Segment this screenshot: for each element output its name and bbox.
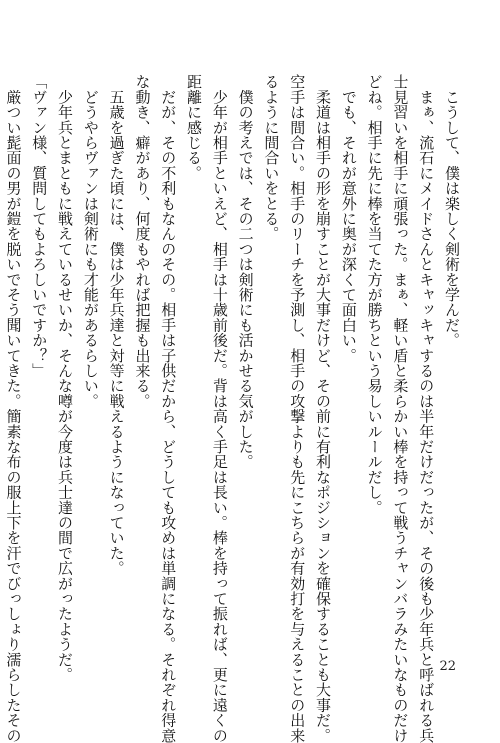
text-line: 五歳を過ぎた頃には、僕は少年兵達と対等に戦えるようになっていた。	[107, 74, 126, 576]
text-line: 少年兵とまともに戦えているせいか、そんな噂が今度は兵士達の間で広がったようだ。	[56, 74, 75, 682]
text-line: でも、それが意外に奥が深くて面白い。	[339, 74, 358, 363]
text-line: まぁ、流石にメイドさんとキャッキャするのは半年だけだったが、その後も少年兵と呼ばれる兵	[417, 74, 436, 743]
text-line: 距離に感じる。	[185, 74, 204, 181]
text-line: 僕の考えでは、その二つは剣術にも活かせる気がした。	[236, 74, 255, 470]
text-line: だが、その不利もなんのその。相手は子供だから、どうしても攻めは単調になる。それぞれ得意	[159, 74, 178, 743]
page-number: 22	[439, 659, 456, 674]
text-line: 少年が相手といえど、相手は十歳前後だ。背は高く手足は長い。棒を持って振れば、更に遠くの	[210, 74, 229, 743]
text-line: 士見習いを相手に頑張った。まぁ、軽い盾と柔らかい棒を持って戦うチャンバラみたいなものだけ	[391, 74, 410, 743]
text-line: るように間合いをとる。	[262, 74, 281, 242]
text-line: どね。相手に先に棒を当てた方が勝ちという易しいルールだし。	[365, 74, 384, 515]
text-line: 空手は間合い。相手のリーチを予測し、相手の攻撃よりも先にこちらが有効打を与えることの出来	[288, 74, 307, 743]
text-line: 厳つい髭面の男が鎧を脱いでそう聞いてきた。簡素な布の服上下を汗でびっしょり濡らしたその	[4, 74, 23, 743]
text-line: 柔道は相手の形を崩すことが大事だけど、その前に有利なポジションを確保することも大事だ。	[314, 74, 333, 743]
text-line: どうやらヴァンは剣術にも才能があるらしい。	[81, 74, 100, 409]
text-line: こうして、僕は楽しく剣術を学んだ。	[443, 74, 461, 348]
text-line: 「ヴァン様、質問してもよろしいですか？」	[30, 74, 49, 378]
text-line: な動き、癖があり、何度もやれば把握も出来る。	[133, 74, 152, 409]
